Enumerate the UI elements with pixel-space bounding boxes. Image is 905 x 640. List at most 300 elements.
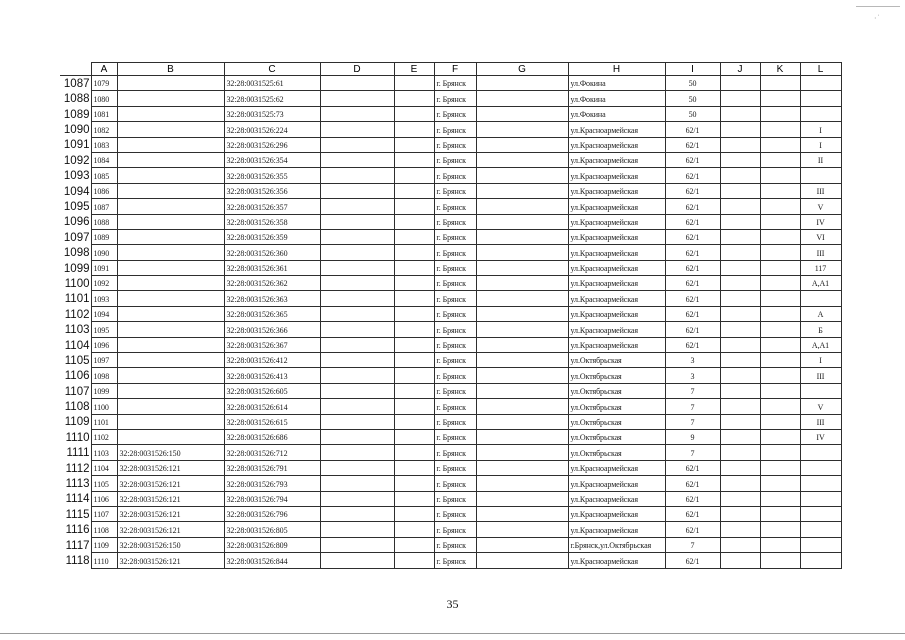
column-header[interactable]: J [720,63,760,76]
table-cell-h[interactable]: ул.Красноармейская [568,152,665,167]
table-cell-k[interactable] [760,506,800,521]
table-cell-g[interactable] [476,337,568,352]
table-cell-k[interactable] [760,337,800,352]
column-header[interactable]: G [476,63,568,76]
table-cell-b[interactable] [117,260,224,275]
table-cell-c[interactable]: 32:28:0031526:605 [224,383,320,398]
table-cell-i[interactable]: 62/1 [665,276,720,291]
table-cell-d[interactable] [320,229,394,244]
table-cell-b[interactable] [117,122,224,137]
table-cell-g[interactable] [476,214,568,229]
table-cell-a[interactable]: 1098 [91,368,117,383]
table-cell-d[interactable] [320,106,394,121]
table-cell-b[interactable] [117,291,224,306]
table-cell-g[interactable] [476,353,568,368]
table-cell-j[interactable] [720,445,760,460]
table-cell-b[interactable]: 32:28:0031526:121 [117,506,224,521]
table-cell-l[interactable]: I [800,122,841,137]
table-cell-d[interactable] [320,306,394,321]
row-number[interactable]: 1115 [65,508,90,521]
table-cell-b[interactable] [117,368,224,383]
row-number[interactable]: 1089 [63,108,90,121]
table-cell-e[interactable] [394,460,434,475]
table-cell-h[interactable]: ул.Красноармейская [568,122,665,137]
table-cell-h[interactable]: ул.Красноармейская [568,229,665,244]
table-cell-b[interactable] [117,399,224,414]
table-cell-h[interactable]: ул.Октябрьская [568,368,665,383]
table-cell-i[interactable]: 3 [665,368,720,383]
column-header[interactable]: I [665,63,720,76]
table-cell-d[interactable] [320,276,394,291]
table-cell-g[interactable] [476,322,568,337]
table-cell-j[interactable] [720,522,760,537]
table-cell-c[interactable]: 32:28:0031526:614 [224,399,320,414]
table-cell-f[interactable]: г. Брянск [434,429,476,444]
row-number[interactable]: 1098 [63,247,90,260]
table-cell-j[interactable] [720,76,760,91]
table-cell-f[interactable]: г. Брянск [434,291,476,306]
table-cell-a[interactable]: 1088 [91,214,117,229]
row-number[interactable]: 1101 [64,293,90,306]
table-cell-l[interactable]: А,А1 [800,276,841,291]
table-cell-d[interactable] [320,445,394,460]
table-cell-i[interactable]: 7 [665,537,720,552]
table-cell-c[interactable]: 32:28:0031526:844 [224,553,320,568]
row-number[interactable]: 1104 [64,339,90,352]
table-cell-e[interactable] [394,91,434,106]
table-cell-h[interactable]: ул.Красноармейская [568,506,665,521]
table-cell-k[interactable] [760,91,800,106]
table-cell-a[interactable]: 1102 [91,429,117,444]
table-cell-i[interactable]: 7 [665,383,720,398]
table-cell-g[interactable] [476,106,568,121]
table-cell-e[interactable] [394,445,434,460]
row-number[interactable]: 1102 [64,308,90,321]
table-cell-f[interactable]: г. Брянск [434,91,476,106]
table-cell-i[interactable]: 7 [665,399,720,414]
table-cell-h[interactable]: ул.Красноармейская [568,245,665,260]
table-cell-f[interactable]: г. Брянск [434,106,476,121]
table-cell-a[interactable]: 1103 [91,445,117,460]
table-cell-j[interactable] [720,229,760,244]
table-cell-i[interactable]: 62/1 [665,229,720,244]
table-cell-k[interactable] [760,168,800,183]
table-cell-k[interactable] [760,137,800,152]
table-cell-a[interactable]: 1096 [91,337,117,352]
table-cell-g[interactable] [476,491,568,506]
table-cell-a[interactable]: 1084 [91,152,117,167]
row-number[interactable]: 1106 [64,370,90,383]
table-cell-i[interactable]: 62/1 [665,137,720,152]
table-cell-f[interactable]: г. Брянск [434,276,476,291]
table-cell-i[interactable]: 62/1 [665,183,720,198]
table-cell-d[interactable] [320,183,394,198]
table-cell-j[interactable] [720,337,760,352]
table-cell-i[interactable]: 62/1 [665,337,720,352]
table-cell-g[interactable] [476,414,568,429]
table-cell-e[interactable] [394,291,434,306]
table-cell-c[interactable]: 32:28:0031526:365 [224,306,320,321]
row-number[interactable]: 1118 [65,555,90,567]
row-number[interactable]: 1103 [64,324,90,337]
table-cell-i[interactable]: 62/1 [665,245,720,260]
table-cell-g[interactable] [476,553,568,568]
table-cell-b[interactable] [117,91,224,106]
row-number[interactable]: 1092 [63,154,90,167]
row-number[interactable]: 1091 [63,139,90,152]
table-cell-l[interactable]: 117 [800,260,841,275]
table-cell-g[interactable] [476,445,568,460]
table-cell-l[interactable]: V [800,199,841,214]
table-cell-h[interactable]: ул.Красноармейская [568,491,665,506]
table-cell-e[interactable] [394,229,434,244]
table-cell-a[interactable]: 1106 [91,491,117,506]
table-cell-f[interactable]: г. Брянск [434,306,476,321]
table-cell-j[interactable] [720,383,760,398]
table-cell-g[interactable] [476,276,568,291]
table-cell-i[interactable]: 62/1 [665,260,720,275]
table-cell-h[interactable]: ул.Красноармейская [568,276,665,291]
table-cell-b[interactable] [117,229,224,244]
table-cell-b[interactable] [117,152,224,167]
table-cell-b[interactable]: 32:28:0031526:150 [117,445,224,460]
table-cell-k[interactable] [760,260,800,275]
table-cell-k[interactable] [760,522,800,537]
table-cell-e[interactable] [394,553,434,568]
table-cell-a[interactable]: 1099 [91,383,117,398]
table-cell-d[interactable] [320,553,394,568]
table-cell-j[interactable] [720,183,760,198]
table-cell-c[interactable]: 32:28:0031526:354 [224,152,320,167]
row-number[interactable]: 1097 [63,231,90,244]
table-cell-i[interactable]: 62/1 [665,306,720,321]
table-cell-j[interactable] [720,537,760,552]
row-number[interactable]: 1100 [64,277,90,290]
table-cell-a[interactable]: 1097 [91,353,117,368]
table-cell-c[interactable]: 32:28:0031526:366 [224,322,320,337]
table-cell-d[interactable] [320,91,394,106]
table-cell-j[interactable] [720,260,760,275]
column-header[interactable]: F [434,63,476,76]
table-cell-e[interactable] [394,106,434,121]
table-cell-h[interactable]: ул.Красноармейская [568,291,665,306]
table-cell-d[interactable] [320,383,394,398]
table-cell-j[interactable] [720,106,760,121]
table-cell-a[interactable]: 1109 [91,537,117,552]
table-cell-f[interactable]: г. Брянск [434,322,476,337]
table-cell-e[interactable] [394,152,434,167]
table-cell-g[interactable] [476,506,568,521]
table-cell-h[interactable]: ул.Октябрьская [568,429,665,444]
table-cell-a[interactable]: 1089 [91,229,117,244]
table-cell-g[interactable] [476,537,568,552]
table-cell-k[interactable] [760,414,800,429]
table-cell-k[interactable] [760,553,800,568]
table-cell-g[interactable] [476,368,568,383]
table-cell-g[interactable] [476,199,568,214]
table-cell-b[interactable] [117,106,224,121]
table-cell-k[interactable] [760,399,800,414]
row-number[interactable]: 1105 [64,354,90,367]
table-cell-f[interactable]: г. Брянск [434,368,476,383]
table-cell-f[interactable]: г. Брянск [434,214,476,229]
table-cell-b[interactable] [117,199,224,214]
table-cell-c[interactable]: 32:28:0031526:360 [224,245,320,260]
table-cell-a[interactable]: 1082 [91,122,117,137]
table-cell-g[interactable] [476,260,568,275]
table-cell-b[interactable]: 32:28:0031526:121 [117,491,224,506]
table-cell-k[interactable] [760,306,800,321]
table-cell-a[interactable]: 1080 [91,91,117,106]
table-cell-j[interactable] [720,91,760,106]
table-cell-d[interactable] [320,152,394,167]
table-cell-l[interactable]: I [800,353,841,368]
table-cell-a[interactable]: 1108 [91,522,117,537]
table-cell-l[interactable] [800,291,841,306]
table-cell-l[interactable]: Б [800,322,841,337]
table-cell-a[interactable]: 1101 [91,414,117,429]
table-cell-a[interactable]: 1081 [91,106,117,121]
table-cell-e[interactable] [394,322,434,337]
table-cell-i[interactable]: 62/1 [665,214,720,229]
table-cell-c[interactable]: 32:28:0031526:809 [224,537,320,552]
row-number[interactable]: 1113 [65,478,90,491]
table-cell-j[interactable] [720,306,760,321]
row-number[interactable]: 1093 [63,170,90,183]
table-cell-b[interactable] [117,429,224,444]
table-cell-l[interactable]: II [800,152,841,167]
table-cell-k[interactable] [760,491,800,506]
row-number[interactable]: 1090 [63,124,90,137]
table-cell-a[interactable]: 1094 [91,306,117,321]
table-cell-k[interactable] [760,276,800,291]
table-cell-j[interactable] [720,368,760,383]
table-cell-g[interactable] [476,91,568,106]
row-number[interactable]: 1114 [65,493,90,506]
table-cell-j[interactable] [720,553,760,568]
table-cell-g[interactable] [476,399,568,414]
table-cell-e[interactable] [394,168,434,183]
table-cell-b[interactable] [117,276,224,291]
table-cell-b[interactable] [117,168,224,183]
table-cell-k[interactable] [760,214,800,229]
table-cell-b[interactable]: 32:28:0031526:150 [117,537,224,552]
table-cell-l[interactable]: III [800,414,841,429]
table-cell-c[interactable]: 32:28:0031526:793 [224,476,320,491]
table-cell-l[interactable] [800,383,841,398]
table-cell-i[interactable]: 9 [665,429,720,444]
table-cell-f[interactable]: г. Брянск [434,183,476,198]
table-cell-e[interactable] [394,368,434,383]
table-cell-a[interactable]: 1090 [91,245,117,260]
table-cell-i[interactable]: 62/1 [665,522,720,537]
table-cell-l[interactable]: VI [800,229,841,244]
table-cell-g[interactable] [476,476,568,491]
table-cell-g[interactable] [476,383,568,398]
table-cell-h[interactable]: ул.Фокина [568,106,665,121]
table-cell-f[interactable]: г. Брянск [434,168,476,183]
table-cell-l[interactable] [800,106,841,121]
table-cell-j[interactable] [720,152,760,167]
table-cell-j[interactable] [720,276,760,291]
table-cell-h[interactable]: ул.Красноармейская [568,214,665,229]
table-cell-g[interactable] [476,122,568,137]
table-cell-h[interactable]: ул.Фокина [568,76,665,91]
table-cell-d[interactable] [320,137,394,152]
table-cell-c[interactable]: 32:28:0031526:355 [224,168,320,183]
table-cell-f[interactable]: г. Брянск [434,245,476,260]
table-cell-j[interactable] [720,353,760,368]
table-cell-d[interactable] [320,168,394,183]
table-cell-j[interactable] [720,460,760,475]
table-cell-e[interactable] [394,399,434,414]
table-cell-a[interactable]: 1079 [91,76,117,91]
table-cell-b[interactable] [117,245,224,260]
table-cell-k[interactable] [760,245,800,260]
table-cell-c[interactable]: 32:28:0031526:712 [224,445,320,460]
table-cell-b[interactable]: 32:28:0031526:121 [117,522,224,537]
table-cell-h[interactable]: ул.Октябрьская [568,445,665,460]
table-cell-i[interactable]: 62/1 [665,199,720,214]
table-cell-h[interactable]: ул.Октябрьская [568,383,665,398]
table-cell-e[interactable] [394,137,434,152]
table-cell-f[interactable]: г. Брянск [434,199,476,214]
table-cell-b[interactable]: 32:28:0031526:121 [117,460,224,475]
table-cell-e[interactable] [394,491,434,506]
table-cell-i[interactable]: 50 [665,91,720,106]
table-cell-j[interactable] [720,245,760,260]
table-cell-f[interactable]: г. Брянск [434,476,476,491]
table-cell-l[interactable] [800,76,841,91]
column-header[interactable]: H [568,63,665,76]
table-cell-l[interactable] [800,460,841,475]
table-cell-a[interactable]: 1083 [91,137,117,152]
table-cell-d[interactable] [320,460,394,475]
table-cell-c[interactable]: 32:28:0031526:358 [224,214,320,229]
table-cell-e[interactable] [394,122,434,137]
table-cell-e[interactable] [394,383,434,398]
table-cell-l[interactable] [800,522,841,537]
table-cell-l[interactable]: I [800,137,841,152]
table-cell-f[interactable]: г. Брянск [434,399,476,414]
table-cell-k[interactable] [760,229,800,244]
table-cell-g[interactable] [476,229,568,244]
table-cell-g[interactable] [476,291,568,306]
table-cell-a[interactable]: 1093 [91,291,117,306]
table-cell-d[interactable] [320,122,394,137]
table-cell-j[interactable] [720,414,760,429]
table-cell-d[interactable] [320,260,394,275]
table-cell-b[interactable] [117,383,224,398]
table-cell-i[interactable]: 62/1 [665,122,720,137]
table-cell-d[interactable] [320,337,394,352]
table-cell-f[interactable]: г. Брянск [434,152,476,167]
table-cell-e[interactable] [394,183,434,198]
table-cell-k[interactable] [760,322,800,337]
table-cell-k[interactable] [760,199,800,214]
table-cell-g[interactable] [476,76,568,91]
table-cell-i[interactable]: 50 [665,76,720,91]
table-cell-d[interactable] [320,399,394,414]
table-cell-a[interactable]: 1092 [91,276,117,291]
table-cell-f[interactable]: г. Брянск [434,76,476,91]
table-cell-h[interactable]: ул.Октябрьская [568,399,665,414]
row-number[interactable]: 1099 [63,262,90,275]
table-cell-b[interactable]: 32:28:0031526:121 [117,476,224,491]
table-cell-i[interactable]: 7 [665,445,720,460]
table-cell-h[interactable]: ул.Фокина [568,91,665,106]
column-header[interactable]: B [117,63,224,76]
table-cell-d[interactable] [320,522,394,537]
table-cell-j[interactable] [720,506,760,521]
table-cell-e[interactable] [394,522,434,537]
table-cell-f[interactable]: г. Брянск [434,137,476,152]
row-number[interactable]: 1109 [64,416,90,429]
row-number[interactable]: 1117 [65,539,90,552]
table-cell-l[interactable]: IV [800,429,841,444]
table-cell-j[interactable] [720,122,760,137]
row-number[interactable]: 1096 [63,216,90,229]
table-cell-a[interactable]: 1104 [91,460,117,475]
table-cell-h[interactable]: ул.Октябрьская [568,414,665,429]
table-cell-d[interactable] [320,214,394,229]
table-cell-b[interactable] [117,414,224,429]
table-cell-h[interactable]: ул.Красноармейская [568,306,665,321]
table-cell-i[interactable]: 62/1 [665,491,720,506]
table-cell-l[interactable] [800,91,841,106]
table-cell-c[interactable]: 32:28:0031526:367 [224,337,320,352]
table-cell-l[interactable] [800,553,841,568]
table-cell-a[interactable]: 1091 [91,260,117,275]
table-cell-l[interactable]: III [800,245,841,260]
table-cell-h[interactable]: ул.Красноармейская [568,322,665,337]
table-cell-h[interactable]: ул.Красноармейская [568,260,665,275]
row-number[interactable]: 1095 [63,201,90,214]
table-cell-h[interactable]: ул.Красноармейская [568,522,665,537]
table-cell-a[interactable]: 1086 [91,183,117,198]
table-cell-i[interactable]: 62/1 [665,553,720,568]
row-number[interactable]: 1108 [64,401,90,414]
table-cell-d[interactable] [320,414,394,429]
table-cell-c[interactable]: 32:28:0031526:362 [224,276,320,291]
table-cell-k[interactable] [760,122,800,137]
table-cell-l[interactable]: III [800,183,841,198]
table-cell-e[interactable] [394,76,434,91]
table-cell-b[interactable] [117,353,224,368]
table-cell-g[interactable] [476,522,568,537]
table-cell-g[interactable] [476,137,568,152]
table-cell-k[interactable] [760,383,800,398]
table-cell-e[interactable] [394,353,434,368]
table-cell-h[interactable]: ул.Красноармейская [568,460,665,475]
table-cell-j[interactable] [720,168,760,183]
table-cell-g[interactable] [476,429,568,444]
table-cell-b[interactable] [117,137,224,152]
table-cell-c[interactable]: 32:28:0031526:361 [224,260,320,275]
row-number[interactable]: 1087 [63,77,90,90]
table-cell-c[interactable]: 32:28:0031526:412 [224,353,320,368]
table-cell-c[interactable]: 32:28:0031526:356 [224,183,320,198]
table-cell-j[interactable] [720,291,760,306]
table-cell-k[interactable] [760,291,800,306]
table-cell-f[interactable]: г. Брянск [434,522,476,537]
column-header[interactable]: L [800,63,841,76]
table-cell-b[interactable] [117,322,224,337]
table-cell-c[interactable]: 32:28:0031526:363 [224,291,320,306]
table-cell-j[interactable] [720,429,760,444]
table-cell-f[interactable]: г. Брянск [434,553,476,568]
table-cell-b[interactable] [117,76,224,91]
